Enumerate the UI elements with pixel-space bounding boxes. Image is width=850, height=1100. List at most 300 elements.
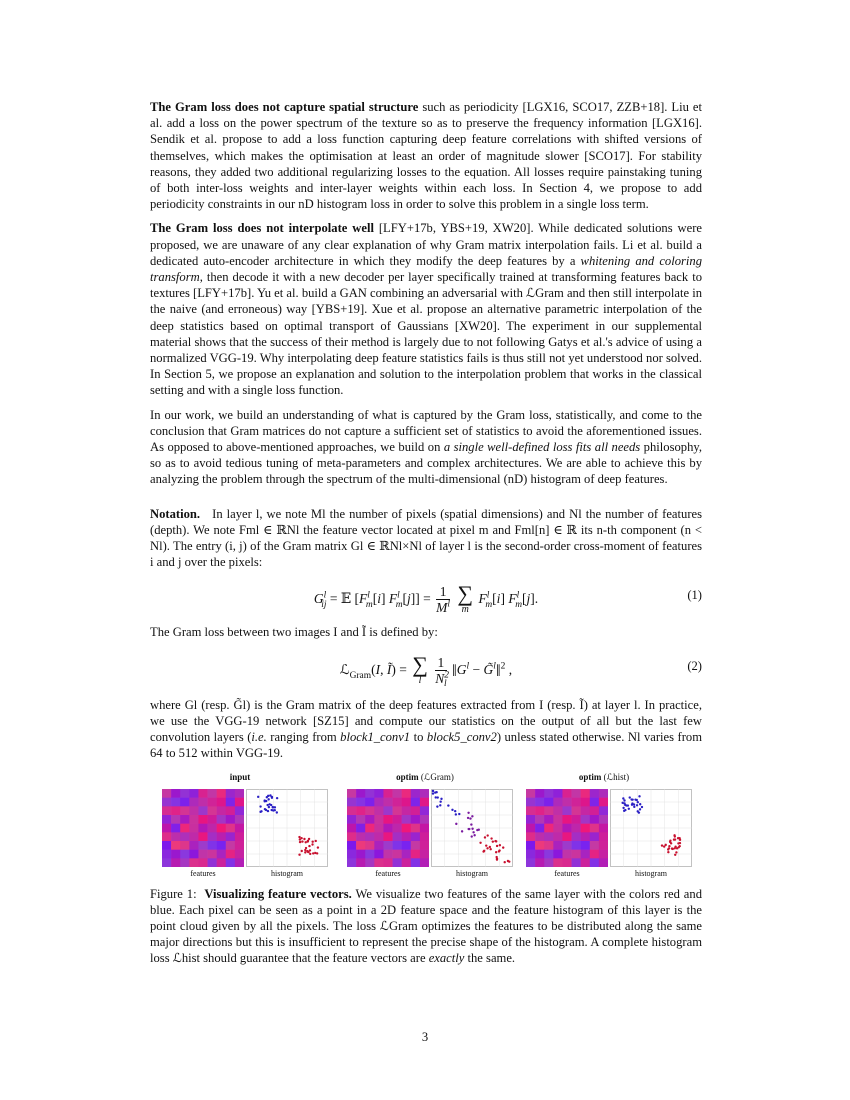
grid-cell — [526, 823, 535, 832]
data-point — [451, 808, 453, 810]
grid-cell — [162, 806, 171, 815]
data-point — [625, 804, 627, 806]
data-point — [623, 799, 625, 801]
grid-cell — [226, 797, 235, 806]
grid-cell — [420, 858, 429, 867]
data-point — [303, 837, 305, 839]
data-point — [676, 847, 678, 849]
grid-cell — [383, 789, 392, 798]
data-point — [304, 851, 306, 853]
grid-cell — [535, 823, 544, 832]
data-point — [471, 815, 473, 817]
grid-cell — [420, 797, 429, 806]
grid-cell — [374, 815, 383, 824]
grid-cell — [374, 806, 383, 815]
grid-cell — [526, 849, 535, 858]
grid-cell — [171, 823, 180, 832]
grid-cell — [198, 806, 207, 815]
grid-cell — [590, 823, 599, 832]
data-point — [636, 804, 638, 806]
grid-cell — [590, 806, 599, 815]
panel-title: optim (ℒhist) — [578, 771, 630, 782]
data-point — [674, 835, 676, 837]
grid-cell — [383, 797, 392, 806]
data-point — [486, 834, 488, 836]
grid-cell — [535, 815, 544, 824]
data-point — [299, 840, 301, 842]
grid-cell — [393, 823, 402, 832]
grid-cell — [356, 789, 365, 798]
grid-cell — [235, 849, 244, 858]
grid-cell — [572, 858, 581, 867]
data-point — [674, 853, 676, 855]
data-point — [440, 797, 442, 799]
paragraph-text: In our work, we build an understanding of what is captured by the Gram loss, statistically, and come to the conclusion that Gram matrices do not capture a sufficient set of statistics to avoid the aforementioned issues. As opposed to above-mentioned approaches, we build on — [150, 407, 702, 455]
paragraph-spatial-structure — [150, 99, 702, 212]
data-point — [266, 803, 268, 805]
grid-cell — [365, 832, 374, 841]
grid-cell — [208, 841, 217, 850]
grid-cell — [553, 841, 562, 850]
paragraph-text: In layer l, we note Ml the number of pixels (spatial dimensions) and Nl the number of features (depth). We note Fml ∈ ℝNl the feature vector located at pixel m and Fml[n] ∈ ℝ its n-th component (n < Nl). The entry (i, j) of the Gram matrix Gl ∈ ℝNl×Nl of layer l is the second-order cross-moment of features i and j over the pixels: — [150, 506, 703, 570]
grid-cell — [562, 849, 571, 858]
grid-cell — [420, 841, 429, 850]
grid-cell — [553, 806, 562, 815]
grid-cell — [393, 806, 402, 815]
grid-cell — [171, 789, 180, 798]
data-point — [298, 835, 300, 837]
grid-cell — [581, 858, 590, 867]
grid-cell — [383, 806, 392, 815]
grid-cell — [393, 832, 402, 841]
data-point — [473, 834, 475, 836]
grid-cell — [544, 806, 553, 815]
caption-text: We visualize two features of the same layer with the colors red and blue. Each pixel can be seen as a point in a 2D feature space and the feature histogram of this layer is the point cloud given by all the pixels. The loss ℒGram optimizes the features to be distributed along the same major directions but this is insufficient to represent the precise shape of the histogram. A complete histogram loss ℒhist should guarantee that the feature vectors are — [150, 886, 702, 965]
grid-cell — [599, 849, 608, 858]
data-point — [667, 850, 669, 852]
grid-cell — [198, 832, 207, 841]
data-point — [495, 840, 497, 842]
grid-cell — [347, 849, 356, 858]
grid-cell — [553, 789, 562, 798]
grid-cell — [374, 832, 383, 841]
data-point — [272, 806, 274, 808]
figure-1 — [150, 772, 702, 880]
data-point — [307, 850, 309, 852]
grid-cell — [347, 841, 356, 850]
panel-title: optim (ℒGram) — [396, 771, 454, 782]
grid-cell — [599, 806, 608, 815]
histogram-plot — [246, 789, 328, 867]
grid-cell — [356, 849, 365, 858]
data-point — [300, 836, 302, 838]
caption-text: the same. — [464, 950, 516, 965]
grid-cell — [226, 789, 235, 798]
grid-cell — [356, 832, 365, 841]
data-point — [496, 844, 498, 846]
grid-cell — [180, 849, 189, 858]
grid-cell — [383, 823, 392, 832]
data-point — [622, 797, 624, 799]
data-point — [471, 835, 473, 837]
figure-panel-optim-hist — [516, 772, 692, 876]
grid-cell — [365, 806, 374, 815]
data-point — [637, 801, 639, 803]
data-point — [470, 823, 472, 825]
data-point — [268, 805, 270, 807]
data-point — [483, 849, 485, 851]
grid-cell — [411, 858, 420, 867]
grid-cell — [189, 858, 198, 867]
grid-cell — [365, 789, 374, 798]
paragraph-italic: a single well-defined loss fits all needs — [443, 440, 641, 455]
grid-cell — [235, 858, 244, 867]
grid-cell — [374, 823, 383, 832]
grid-cell — [581, 789, 590, 798]
grid-cell — [226, 806, 235, 815]
grid-cell — [208, 797, 217, 806]
grid-cell — [572, 849, 581, 858]
grid-cell — [402, 849, 411, 858]
grid-cell — [171, 806, 180, 815]
grid-cell — [356, 806, 365, 815]
grid-cell — [171, 815, 180, 824]
grid-cell — [235, 806, 244, 815]
data-point — [498, 850, 500, 852]
data-point — [623, 809, 625, 811]
grid-cell — [590, 858, 599, 867]
data-point — [622, 806, 624, 808]
grid-cell — [374, 789, 383, 798]
grid-cell — [365, 823, 374, 832]
data-point — [633, 805, 635, 807]
grid-cell — [562, 832, 571, 841]
data-point — [317, 846, 319, 848]
grid-cell — [235, 832, 244, 841]
data-point — [432, 789, 434, 791]
grid-cell — [420, 789, 429, 798]
paragraph-lead: The Gram loss does not capture spatial structure — [150, 100, 419, 114]
grid-cell — [535, 789, 544, 798]
grid-cell — [365, 797, 374, 806]
paragraph-notation — [150, 506, 702, 571]
grid-cell — [365, 849, 374, 858]
grid-cell — [356, 815, 365, 824]
grid-cell — [189, 849, 198, 858]
data-point — [267, 794, 269, 796]
data-point — [467, 811, 469, 813]
grid-cell — [198, 849, 207, 858]
data-point — [270, 808, 272, 810]
data-point — [311, 840, 313, 842]
grid-cell — [393, 789, 402, 798]
grid-cell — [562, 858, 571, 867]
data-point — [668, 847, 670, 849]
caption-italic: exactly — [428, 950, 465, 965]
data-point — [260, 810, 262, 812]
grid-cell — [553, 832, 562, 841]
grid-cell — [217, 832, 226, 841]
grid-cell — [356, 858, 365, 867]
grid-cell — [171, 797, 180, 806]
grid-cell — [162, 841, 171, 850]
data-point — [301, 840, 303, 842]
grid-cell — [572, 815, 581, 824]
grid-cell — [365, 841, 374, 850]
grid-cell — [402, 841, 411, 850]
grid-cell — [562, 806, 571, 815]
figure-panel-input — [152, 772, 328, 876]
grid-cell — [599, 841, 608, 850]
grid-cell — [356, 797, 365, 806]
data-point — [677, 836, 679, 838]
grid-cell — [347, 823, 356, 832]
grid-cell — [217, 841, 226, 850]
grid-cell — [198, 858, 207, 867]
grid-cell — [526, 841, 535, 850]
grid-cell — [590, 815, 599, 824]
grid-cell — [572, 832, 581, 841]
grid-cell — [180, 806, 189, 815]
grid-cell — [189, 789, 198, 798]
grid-cell — [356, 841, 365, 850]
grid-cell — [544, 832, 553, 841]
data-point — [469, 817, 471, 819]
data-point — [499, 844, 501, 846]
data-point — [675, 851, 677, 853]
data-point — [668, 844, 670, 846]
grid-cell — [590, 797, 599, 806]
data-point — [458, 812, 460, 814]
data-point — [270, 803, 272, 805]
grid-cell — [393, 841, 402, 850]
histogram-plot — [431, 789, 513, 867]
grid-cell — [347, 832, 356, 841]
grid-cell — [553, 849, 562, 858]
grid-cell — [383, 832, 392, 841]
grid-cell — [535, 806, 544, 815]
grid-cell — [544, 823, 553, 832]
data-point — [455, 813, 457, 815]
equation-1 — [150, 578, 702, 624]
grid-cell — [393, 849, 402, 858]
grid-cell — [162, 832, 171, 841]
features-label: features — [554, 868, 580, 878]
grid-cell — [208, 849, 217, 858]
data-point — [478, 828, 480, 830]
grid-cell — [411, 806, 420, 815]
grid-cell — [235, 841, 244, 850]
data-point — [267, 798, 269, 800]
grid-cell — [402, 806, 411, 815]
grid-cell — [162, 858, 171, 867]
grid-cell — [599, 823, 608, 832]
grid-cell — [347, 806, 356, 815]
data-point — [472, 831, 474, 833]
grid-cell — [393, 797, 402, 806]
paragraph-lead: The Gram loss does not interpolate well — [150, 221, 374, 236]
grid-cell — [383, 858, 392, 867]
grid-cell — [599, 858, 608, 867]
grid-cell — [198, 789, 207, 798]
grid-cell — [374, 797, 383, 806]
grid-cell — [374, 849, 383, 858]
grid-cell — [383, 849, 392, 858]
grid-cell — [162, 815, 171, 824]
data-point — [257, 795, 259, 797]
grid-cell — [411, 815, 420, 824]
grid-cell — [383, 841, 392, 850]
equation-1-formula: $G^l_{ij}$ = 𝔼 $[F^l_m[i] F^l_m[j]]$ = $\frac{1}{M^l}$ ∑ m $F^l_m[i]$ $F^l_m[j]$. — [313, 581, 539, 616]
grid-cell — [365, 815, 374, 824]
grid-cell — [411, 789, 420, 798]
data-point — [467, 816, 469, 818]
paragraph-italic: i.e. — [251, 730, 267, 745]
grid-cell — [402, 789, 411, 798]
grid-cell — [198, 815, 207, 824]
grid-cell — [526, 815, 535, 824]
grid-cell — [208, 806, 217, 815]
grid-cell — [208, 789, 217, 798]
data-point — [673, 838, 675, 840]
grid-cell — [217, 849, 226, 858]
grid-cell — [526, 797, 535, 806]
grid-cell — [235, 789, 244, 798]
grid-cell — [562, 815, 571, 824]
grid-cell — [171, 849, 180, 858]
grid-cell — [553, 823, 562, 832]
panel-title: input — [229, 771, 251, 782]
data-point — [312, 852, 314, 854]
data-point — [454, 809, 456, 811]
paragraph-text: ranging from — [266, 730, 341, 745]
grid-cell — [420, 849, 429, 858]
grid-cell — [572, 797, 581, 806]
data-point — [634, 798, 636, 800]
data-point — [495, 850, 497, 852]
data-point — [435, 796, 437, 798]
grid-cell — [180, 841, 189, 850]
grid-cell — [217, 789, 226, 798]
feature-grid-image — [162, 789, 244, 867]
grid-cell — [572, 841, 581, 850]
data-point — [485, 844, 487, 846]
data-point — [276, 796, 278, 798]
grid-cell — [535, 832, 544, 841]
grid-cell — [411, 832, 420, 841]
grid-cell — [393, 858, 402, 867]
grid-cell — [226, 858, 235, 867]
data-point — [637, 810, 639, 812]
grid-cell — [411, 849, 420, 858]
data-point — [639, 803, 641, 805]
grid-cell — [553, 815, 562, 824]
grid-cell — [526, 832, 535, 841]
grid-cell — [235, 797, 244, 806]
data-point — [639, 808, 641, 810]
grid-cell — [208, 858, 217, 867]
grid-cell — [226, 823, 235, 832]
histogram-plot — [610, 789, 692, 867]
grid-cell — [217, 797, 226, 806]
paragraph-our-work — [150, 407, 702, 488]
data-point — [308, 844, 310, 846]
grid-cell — [208, 815, 217, 824]
data-point — [265, 799, 267, 801]
grid-cell — [347, 858, 356, 867]
grid-cell — [411, 797, 420, 806]
grid-cell — [180, 858, 189, 867]
grid-cell — [544, 841, 553, 850]
paragraph-gram-intro: The Gram loss between two images I and Ĩ is defined by: — [150, 625, 438, 640]
data-point — [679, 844, 681, 846]
grid-cell — [526, 789, 535, 798]
grid-cell — [235, 823, 244, 832]
grid-cell — [189, 823, 198, 832]
data-point — [432, 792, 434, 794]
grid-cell — [162, 789, 171, 798]
paragraph-after-equation — [150, 697, 702, 762]
grid-cell — [526, 806, 535, 815]
grid-cell — [581, 832, 590, 841]
grid-cell — [189, 806, 198, 815]
grid-cell — [411, 823, 420, 832]
data-point — [638, 795, 640, 797]
grid-cell — [226, 849, 235, 858]
grid-cell — [365, 858, 374, 867]
paragraph-italic: block1_conv1 — [340, 730, 411, 745]
paragraph-text: philosophy, so as to avoid tedious tuning of meta-parameters and complex architectures. We are able to achieve this by analyzing the problem through the spectrum of the multi-dimensional (nD) histogram of deep features. — [150, 440, 702, 487]
grid-cell — [581, 815, 590, 824]
data-point — [436, 805, 438, 807]
page-number: 3 — [421, 1030, 429, 1044]
data-point — [259, 805, 261, 807]
grid-cell — [562, 823, 571, 832]
paragraph-text: ) unless stated otherwise. Nl varies from 64 to 512 within VGG-19. — [150, 730, 702, 761]
grid-cell — [208, 823, 217, 832]
grid-cell — [420, 823, 429, 832]
data-point — [490, 837, 492, 839]
paragraph-interpolation — [150, 220, 702, 398]
caption-label: Figure 1: — [150, 886, 197, 901]
data-point — [306, 840, 308, 842]
grid-cell — [374, 841, 383, 850]
grid-cell — [581, 849, 590, 858]
grid-cell — [180, 815, 189, 824]
grid-cell — [599, 797, 608, 806]
paragraph-text: to — [410, 730, 427, 745]
equation-2-number: (2) — [687, 658, 702, 673]
data-point — [439, 804, 441, 806]
grid-cell — [590, 849, 599, 858]
equation-2-formula: ℒ$_{Gram}$(I, Ĩ) = ∑ l $\frac{1}{N^2_l}$ $‖G^l$ − G̃$^l$‖$^2$ , — [339, 651, 513, 690]
grid-cell — [226, 841, 235, 850]
data-point — [502, 846, 504, 848]
histogram-label: histogram — [456, 868, 488, 878]
data-point — [486, 847, 488, 849]
grid-cell — [526, 858, 535, 867]
data-point — [276, 811, 278, 813]
grid-cell — [420, 815, 429, 824]
data-point — [489, 845, 491, 847]
grid-cell — [402, 797, 411, 806]
grid-cell — [572, 806, 581, 815]
data-point — [504, 861, 506, 863]
figure-panel-optim-gram — [337, 772, 513, 876]
grid-cell — [562, 797, 571, 806]
grid-cell — [347, 789, 356, 798]
grid-cell — [581, 841, 590, 850]
